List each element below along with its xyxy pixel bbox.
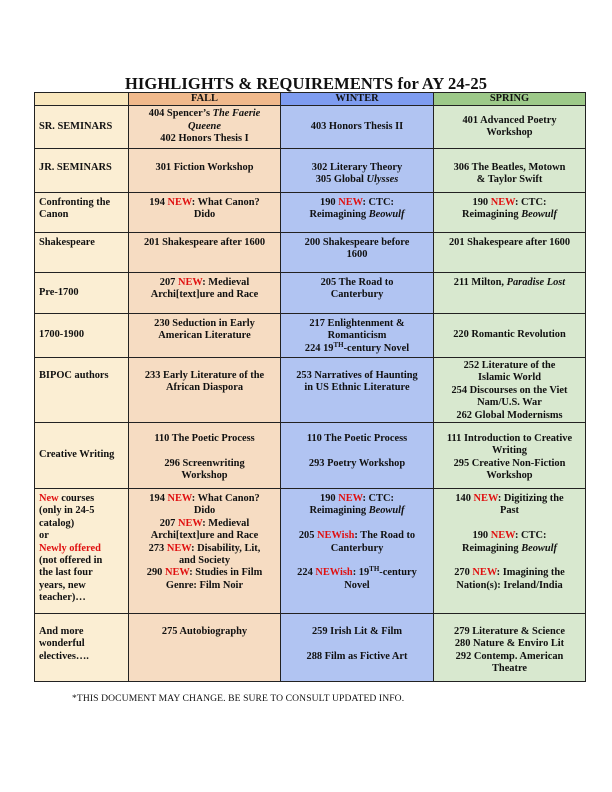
winter-cell: 200 Shakespeare before 1600 xyxy=(281,233,434,273)
row-label: SR. SEMINARS xyxy=(35,106,129,149)
header-row xyxy=(35,93,586,106)
spring-cell: 401 Advanced Poetry Workshop xyxy=(434,106,586,149)
spring-cell: 220 Romantic Revolution xyxy=(434,314,586,358)
winter-cell: 110 The Poetic Process 293 Poetry Workshop xyxy=(281,423,434,489)
row-confronting-canon xyxy=(35,193,586,233)
row-label: 1700-1900 xyxy=(35,314,129,358)
spring-cell: 190 NEW: CTC: Reimagining Beowulf xyxy=(434,193,586,233)
row-label: And more wonderful electives…. xyxy=(35,614,129,682)
fall-cell: 301 Fiction Workshop xyxy=(129,149,281,193)
spring-cell: 140 NEW: Digitizing the Past 190 NEW: CTC: Reimagining Beowulf 270 NEW: Imagining the Nation(s): Ireland/India xyxy=(434,489,586,614)
row-label: Shakespeare xyxy=(35,233,129,273)
header-spring: SPRING xyxy=(434,93,586,106)
row-label: Confronting the Canon xyxy=(35,193,129,233)
fall-cell: 194 NEW: What Canon? Dido xyxy=(129,193,281,233)
fall-cell: 110 The Poetic Process 296 Screenwriting Workshop xyxy=(129,423,281,489)
row-more-electives xyxy=(35,614,586,682)
row-label: Pre-1700 xyxy=(35,273,129,314)
fall-cell: 201 Shakespeare after 1600 xyxy=(129,233,281,273)
spring-cell: 211 Milton, Paradise Lost xyxy=(434,273,586,314)
page-title: HIGHLIGHTS & REQUIREMENTS for AY 24-25 xyxy=(124,74,488,93)
fall-cell: 207 NEW: Medieval Archi[text]ure and Race xyxy=(129,273,281,314)
winter-cell: 403 Honors Thesis II xyxy=(281,106,434,149)
row-label: New courses (only in 24-5 catalog) or Newly offered (not offered in the last four years, new teacher)… xyxy=(35,489,129,614)
footnote: *THIS DOCUMENT MAY CHANGE. BE SURE TO CONSULT UPDATED INFO. xyxy=(72,693,405,704)
winter-cell: 190 NEW: CTC: Reimagining Beowulf xyxy=(281,193,434,233)
header-fall: FALL xyxy=(129,93,281,106)
row-label: BIPOC authors xyxy=(35,358,129,423)
spring-cell: 201 Shakespeare after 1600 xyxy=(434,233,586,273)
row-shakespeare xyxy=(35,233,586,273)
winter-cell: 217 Enlightenment & Romanticism 224 19TH-century Novel xyxy=(281,314,434,358)
fall-cell: 230 Seduction in Early American Literature xyxy=(129,314,281,358)
row-label: Creative Writing xyxy=(35,423,129,489)
row-new-courses xyxy=(35,489,586,614)
winter-cell: 302 Literary Theory 305 Global Ulysses xyxy=(281,149,434,193)
spring-cell: 306 The Beatles, Motown & Taylor Swift xyxy=(434,149,586,193)
row-label: JR. SEMINARS xyxy=(35,149,129,193)
row-bipoc xyxy=(35,358,586,423)
fall-cell: 233 Early Literature of the African Diaspora xyxy=(129,358,281,423)
fall-cell: 404 Spencer’s The Faerie Queene 402 Honors Thesis I xyxy=(129,106,281,149)
fall-cell: 275 Autobiography xyxy=(129,614,281,682)
spring-cell: 252 Literature of the Islamic World 254 Discourses on the Viet Nam/U.S. War 262 Global Modernisms xyxy=(434,358,586,423)
spring-cell: 279 Literature & Science 280 Nature & Enviro Lit 292 Contemp. American Theatre xyxy=(434,614,586,682)
spring-cell: 111 Introduction to Creative Writing 295 Creative Non-Fiction Workshop xyxy=(434,423,586,489)
winter-cell: 205 The Road to Canterbury xyxy=(281,273,434,314)
row-jr-seminars xyxy=(35,149,586,193)
header-blank xyxy=(35,93,129,106)
row-sr-seminars xyxy=(35,106,586,149)
winter-cell: 190 NEW: CTC: Reimagining Beowulf 205 NEWish: The Road to Canterbury 224 NEWish: 19TH-century Novel xyxy=(281,489,434,614)
winter-cell: 259 Irish Lit & Film 288 Film as Fictive Art xyxy=(281,614,434,682)
fall-cell: 194 NEW: What Canon? Dido 207 NEW: Medieval Archi[text]ure and Race 273 NEW: Disability, Lit, and Society 290 NEW: Studies in Film Genre: Film Noir xyxy=(129,489,281,614)
requirements-table xyxy=(34,92,586,682)
row-pre-1700 xyxy=(35,273,586,314)
row-creative-writing xyxy=(35,423,586,489)
winter-cell: 253 Narratives of Haunting in US Ethnic Literature xyxy=(281,358,434,423)
row-1700-1900 xyxy=(35,314,586,358)
header-winter: WINTER xyxy=(281,93,434,106)
